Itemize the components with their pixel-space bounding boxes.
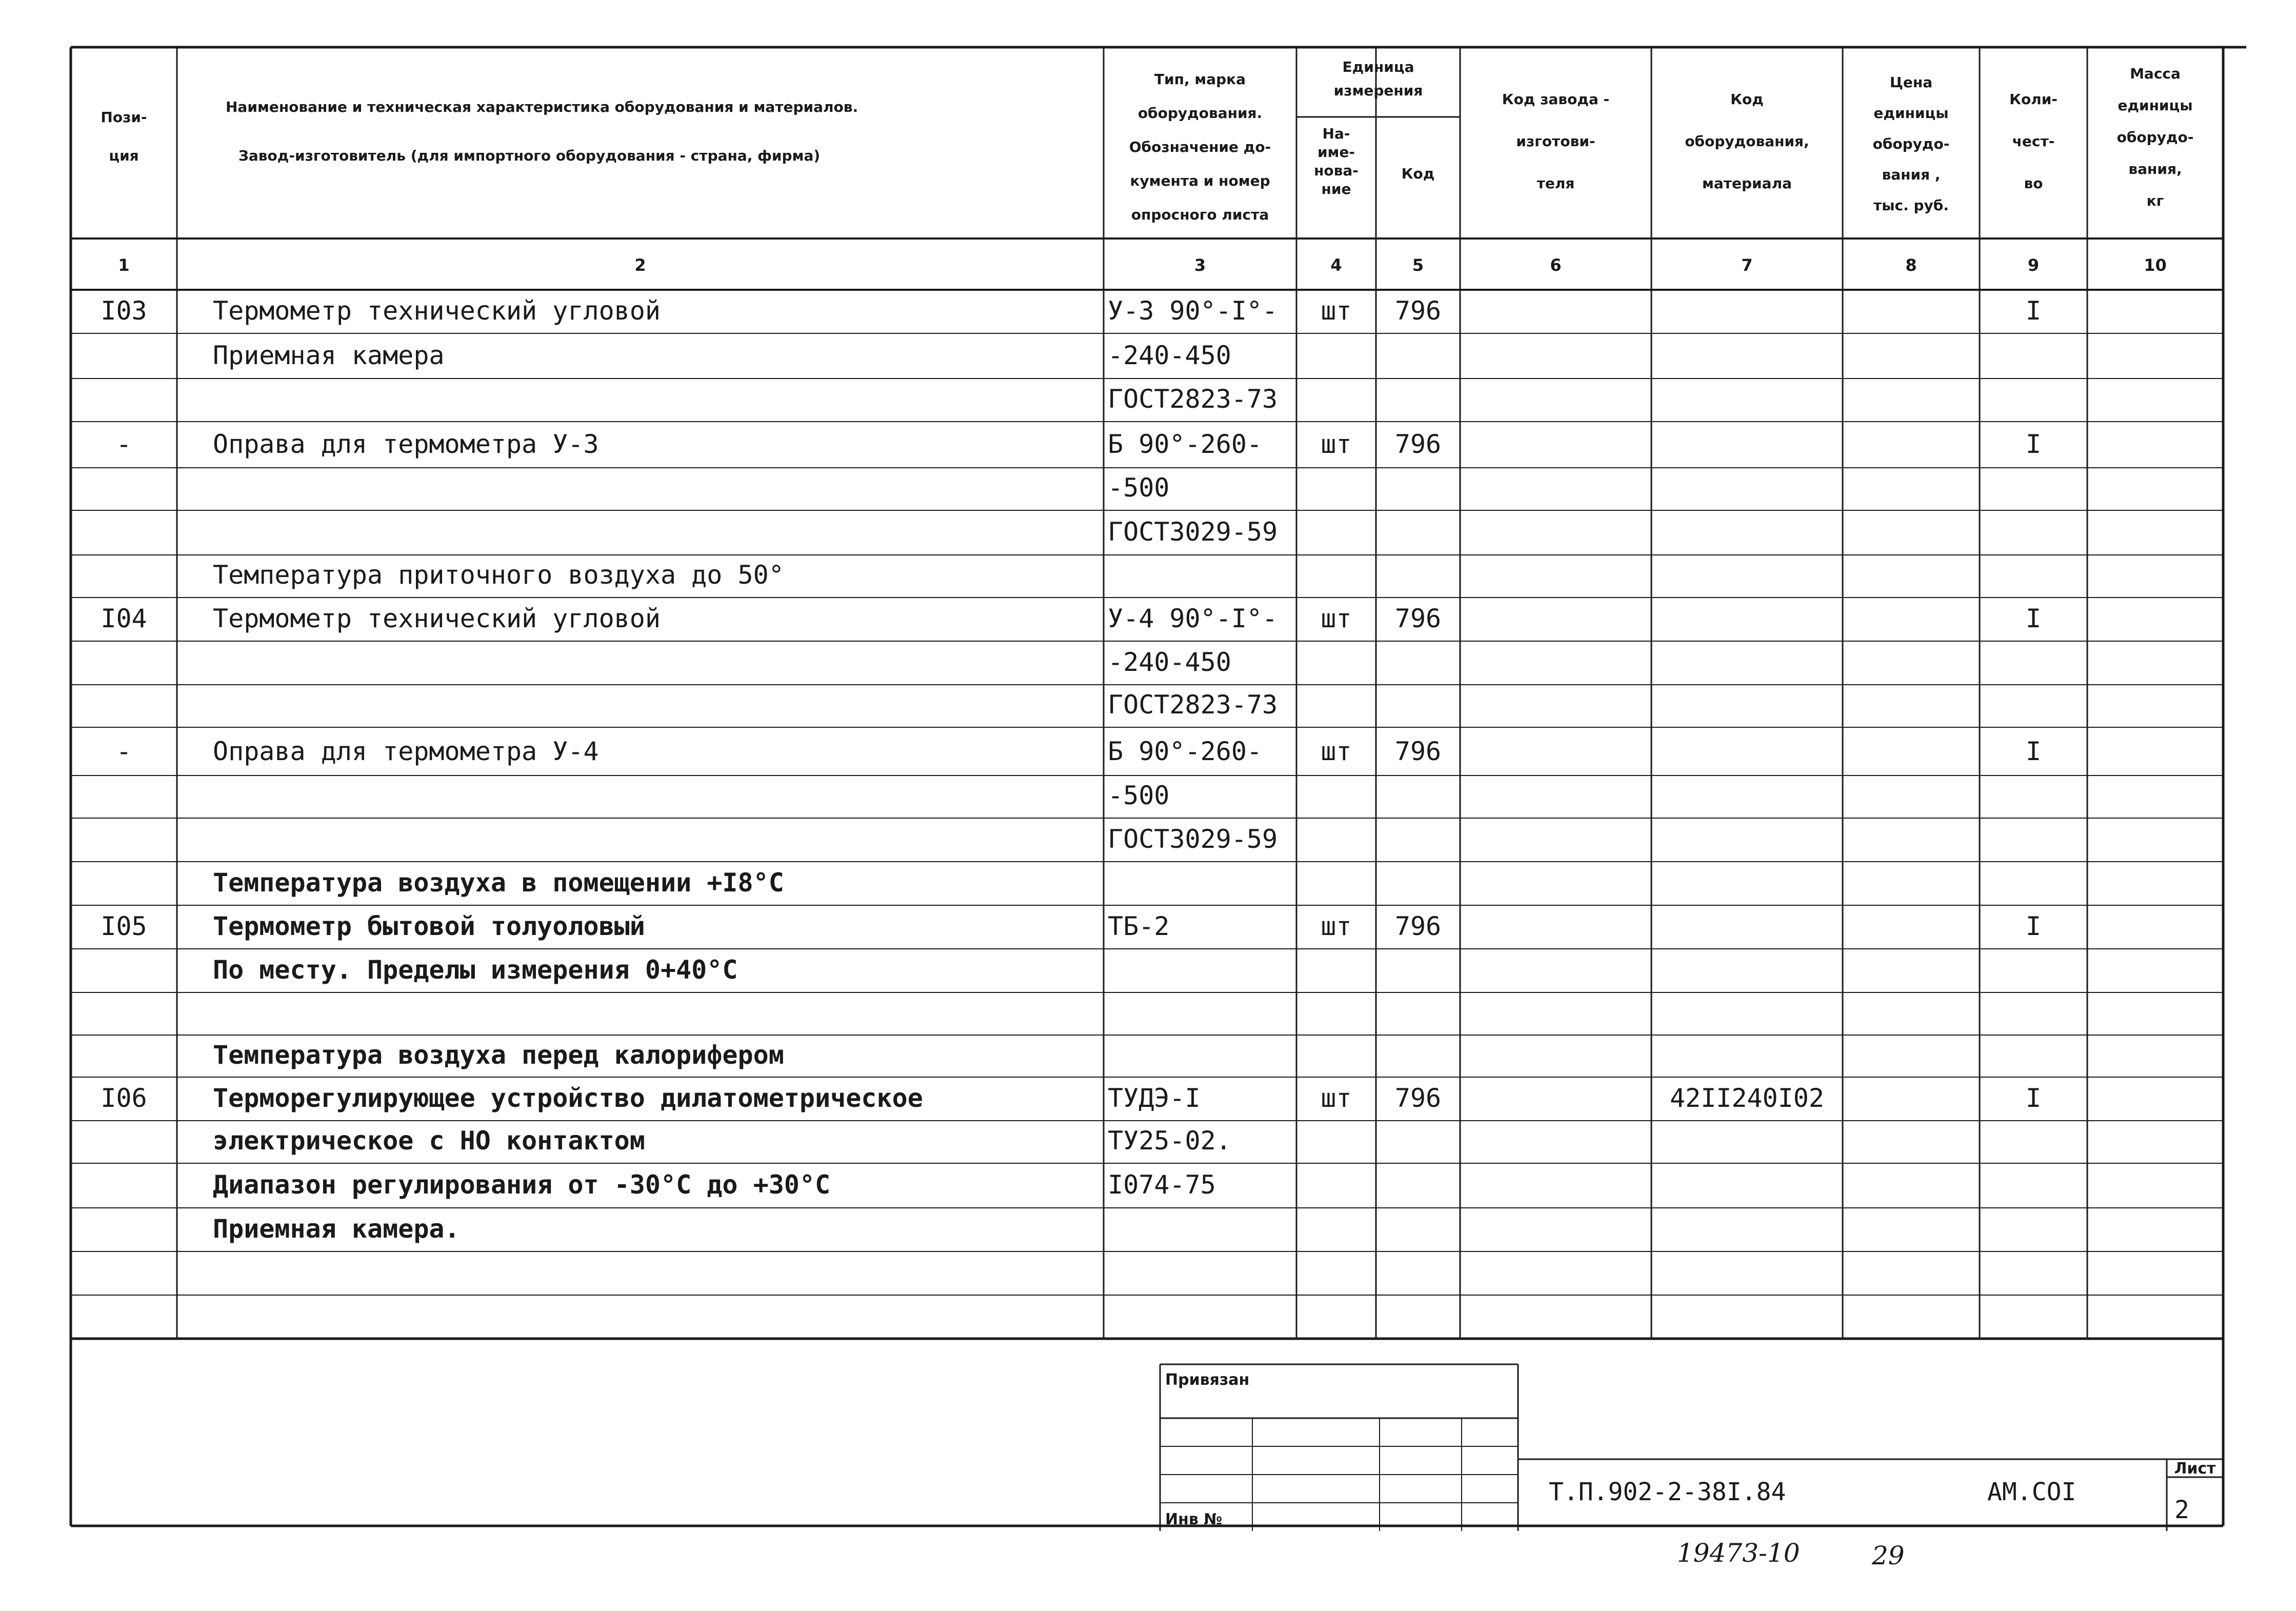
row-type: Б 90°-260-: [1108, 429, 1263, 459]
row-unit: шт: [1321, 296, 1352, 326]
header-mass: оборудо-: [2117, 129, 2194, 146]
row-position: I06: [101, 1083, 147, 1113]
header-unit-name: нова-: [1314, 162, 1359, 179]
row-position: -: [116, 737, 132, 766]
row-name: Диапазон регулирования от -30°С до +30°С: [213, 1170, 831, 1200]
row-type: ТУ25-02.: [1108, 1126, 1231, 1156]
row-type: ТБ-2: [1108, 911, 1170, 941]
row-unit: шт: [1321, 911, 1352, 941]
row-name: Оправа для термометра У-4: [213, 737, 599, 766]
row-type: ГОСТ2823-73: [1108, 690, 1278, 720]
row-type: -500: [1108, 473, 1170, 503]
row-type: ГОСТ3029-59: [1108, 517, 1278, 547]
row-name: Термометр бытовой толуоловый: [213, 911, 645, 941]
header-mass: вания,: [2128, 161, 2182, 177]
row-name: Приемная камера.: [213, 1214, 460, 1244]
row-type: -500: [1108, 781, 1170, 810]
header-equipment-code: Код: [1730, 91, 1764, 108]
row-quantity: I: [2025, 296, 2042, 326]
header-name-line1: Наименование и техническая характеристика оборудования и материалов.: [226, 98, 858, 115]
document-number: Т.П.902-2-38I.84: [1549, 1478, 1786, 1506]
header-type: Обозначение до-: [1129, 138, 1271, 155]
column-number: 3: [1194, 255, 1206, 275]
sheet-number: 2: [2174, 1496, 2189, 1524]
column-number: 1: [118, 255, 130, 275]
header-unit-name: ние: [1321, 181, 1351, 197]
stamp-inventory-label: Инв №: [1165, 1510, 1223, 1528]
row-quantity: I: [2025, 911, 2042, 941]
header-unit-name: име-: [1317, 144, 1355, 161]
header-type: кумента и номер: [1130, 172, 1270, 189]
header-price: оборудо-: [1872, 135, 1950, 152]
row-name: Температура воздуха в помещении +I8°С: [213, 868, 784, 898]
row-name: Оправа для термометра У-3: [213, 429, 599, 459]
header-unit-code: Код: [1401, 165, 1435, 182]
row-quantity: I: [2025, 429, 2042, 459]
handwritten-code: 19473-10: [1677, 1538, 1800, 1568]
row-name: Термометр технический угловой: [213, 604, 661, 633]
row-name: Температура воздуха перед калорифером: [213, 1040, 784, 1070]
row-position: I03: [101, 296, 147, 326]
title-block: [1165, 1371, 2216, 1570]
row-equipment-code: 42II240I02: [1669, 1083, 1825, 1113]
row-quantity: I: [2025, 604, 2042, 633]
header-mass: кг: [2146, 192, 2164, 209]
row-unit: шт: [1321, 737, 1352, 766]
row-name: По месту. Пределы измерения 0+40°С: [213, 955, 738, 985]
row-unit: шт: [1321, 429, 1352, 459]
table-header: [101, 58, 2193, 223]
row-type: -240-450: [1108, 341, 1231, 370]
header-mass: Масса: [2130, 65, 2181, 82]
row-quantity: I: [2025, 1083, 2042, 1113]
header-factory-code: изготови-: [1516, 133, 1595, 150]
column-number: 5: [1412, 255, 1424, 275]
header-price: Цена: [1889, 74, 1933, 91]
column-number: 4: [1330, 255, 1342, 275]
header-unit-name: На-: [1322, 125, 1350, 142]
row-type: ГОСТ3029-59: [1108, 824, 1278, 854]
header-quantity: чест-: [2012, 133, 2055, 150]
row-unit: шт: [1321, 604, 1352, 633]
row-type: ТУДЭ-I: [1108, 1083, 1201, 1113]
table-body: [101, 296, 2041, 1244]
header-quantity: Коли-: [2009, 91, 2058, 108]
row-position: I04: [101, 604, 147, 633]
header-factory-code: теля: [1536, 175, 1575, 192]
row-unit: шт: [1321, 1083, 1352, 1113]
row-type: Б 90°-260-: [1108, 737, 1263, 766]
row-name: Терморегулирующее устройство дилатометрическое: [213, 1083, 923, 1113]
header-price: тыс. руб.: [1873, 197, 1949, 214]
stamp-privyazan-label: Привязан: [1165, 1371, 1250, 1389]
column-number: 9: [2027, 255, 2040, 275]
row-type: ГОСТ2823-73: [1108, 384, 1278, 414]
column-numbers-row: [118, 255, 2166, 275]
column-number: 7: [1741, 255, 1753, 275]
row-type: -240-450: [1108, 647, 1231, 677]
column-number: 6: [1550, 255, 1562, 275]
header-type: оборудования.: [1137, 105, 1263, 122]
row-unit-code: 796: [1394, 604, 1442, 633]
row-position: -: [116, 429, 132, 459]
sheet-code: АМ.СОI: [1987, 1478, 2077, 1506]
header-equipment-code: оборудования,: [1685, 133, 1809, 150]
header-type: Тип, марка: [1154, 71, 1246, 88]
header-type: опросного листа: [1131, 206, 1269, 223]
row-position: I05: [101, 911, 147, 941]
header-mass: единицы: [2118, 97, 2193, 114]
row-type: У-4 90°-I°-: [1108, 604, 1278, 633]
sheet-label: Лист: [2174, 1460, 2216, 1478]
row-name: Термометр технический угловой: [213, 296, 661, 326]
header-equipment-code: материала: [1702, 175, 1792, 192]
row-unit-code: 796: [1394, 296, 1442, 326]
header-name-line2: Завод-изготовитель (для импортного оборудования - страна, фирма): [238, 147, 821, 164]
row-quantity: I: [2025, 737, 2042, 766]
column-number: 10: [2144, 255, 2167, 275]
row-unit-code: 796: [1394, 911, 1442, 941]
header-price: единицы: [1873, 105, 1949, 122]
column-number: 8: [1905, 255, 1917, 275]
header-price: вания ,: [1882, 166, 1941, 183]
header-factory-code: Код завода -: [1502, 91, 1610, 108]
row-unit-code: 796: [1394, 429, 1442, 459]
handwritten-page: 29: [1872, 1541, 1905, 1570]
row-name: Приемная камера: [213, 341, 445, 370]
row-name: электрическое с НО контактом: [213, 1126, 645, 1156]
column-number: 2: [634, 255, 646, 275]
header-unit-group: Единица: [1342, 58, 1414, 75]
row-name: Температура приточного воздуха до 50°: [213, 560, 784, 590]
row-unit-code: 796: [1394, 737, 1442, 766]
header-position: Пози-: [101, 109, 147, 126]
header-position: ция: [109, 147, 139, 164]
header-unit-group: измерения: [1333, 82, 1423, 99]
row-unit-code: 796: [1394, 1083, 1442, 1113]
row-type: I074-75: [1108, 1170, 1216, 1200]
header-quantity: во: [2024, 175, 2043, 192]
row-type: У-3 90°-I°-: [1108, 296, 1278, 326]
